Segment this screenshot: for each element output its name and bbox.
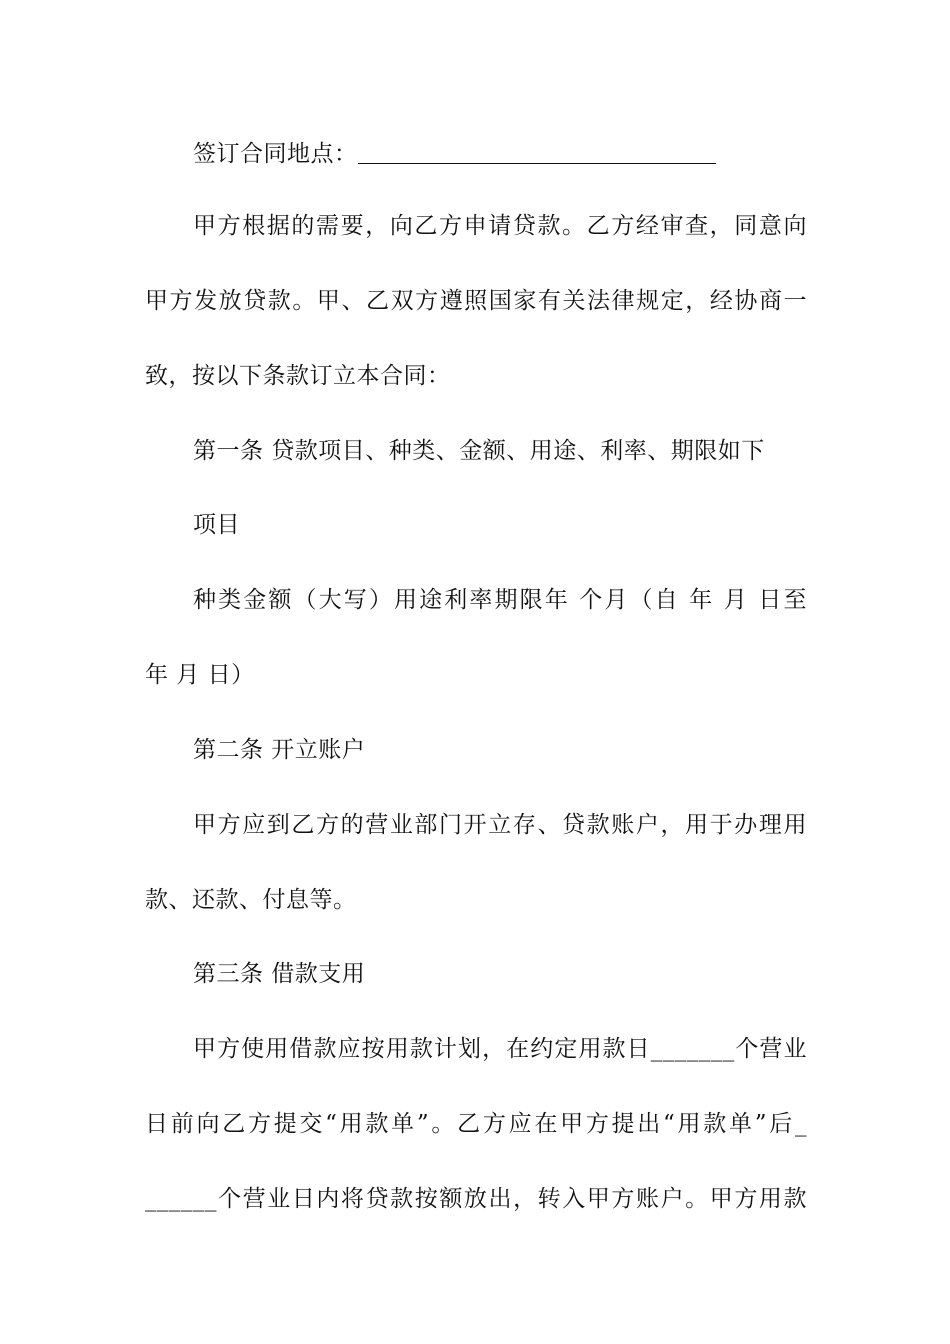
- paragraph-line: 致，按以下条款订立本合同：: [145, 363, 451, 389]
- paragraph-line: 日前向乙方提交“用款单”。乙方应在甲方提出“用款单”后_: [145, 1111, 807, 1137]
- paragraph-line: 项目: [193, 512, 240, 538]
- paragraph-line: 款、还款、付息等。: [145, 887, 357, 913]
- clause-heading: 第二条 开立账户: [193, 737, 366, 763]
- paragraph-line: 甲方根据的需要，向乙方申请贷款。乙方经审查，同意向: [193, 213, 807, 239]
- paragraph-line: 甲方发放贷款。甲、乙双方遵照国家有关法律规定，经协商一: [145, 288, 807, 314]
- paragraph-line: 种类金额（大写）用途利率期限年 个月（自 年 月 日至: [193, 587, 807, 613]
- clause-heading: 第一条 贷款项目、种类、金额、用途、利率、期限如下: [193, 438, 765, 464]
- paragraph-line: ______个营业日内将贷款按额放出，转入甲方账户。甲方用款: [145, 1186, 807, 1212]
- location-line: [193, 139, 807, 169]
- location-label: 签订合同地点：: [193, 141, 358, 167]
- clause-heading: 第三条 借款支用: [193, 961, 366, 987]
- paragraph-line: 甲方使用借款应按用款计划，在约定用款日_______个营业: [193, 1036, 807, 1062]
- paragraph-line: 年 月 日）: [145, 662, 255, 688]
- location-blank: [358, 141, 716, 164]
- paragraph-line: 甲方应到乙方的营业部门开立存、贷款账户，用于办理用: [193, 812, 807, 838]
